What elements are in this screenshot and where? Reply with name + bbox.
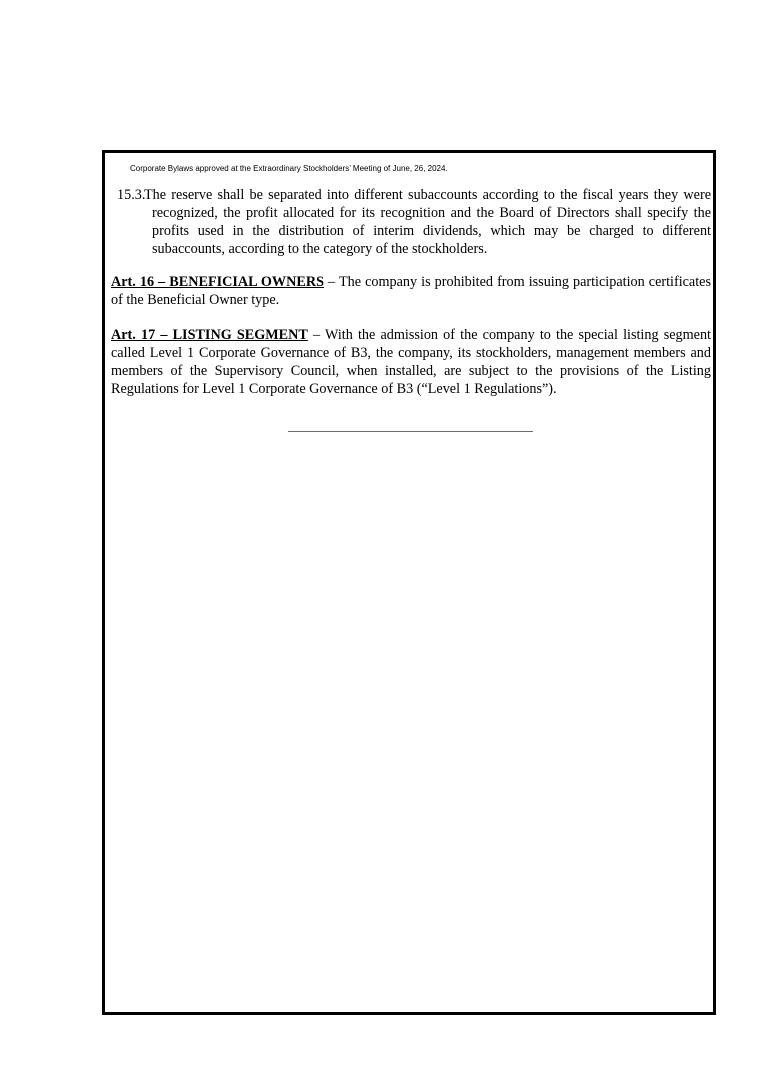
page-frame <box>102 150 716 1015</box>
clause-text: The reserve shall be separated into different subaccounts according to the fiscal years they were recognized, the profit allocated for its recognition and the Board of Directors shall specify the profits used in the distribution of interim dividends, which may be charged to different subaccounts, according to the category of the stockholders. <box>144 187 711 257</box>
article-16 <box>111 273 711 309</box>
article-16-title: Art. 16 – BENEFICIAL OWNERS <box>111 274 324 290</box>
header-note: Corporate Bylaws approved at the Extraordinary Stockholders’ Meeting of June, 26, 2024. <box>130 164 448 173</box>
clause-number: 15.3. <box>117 187 146 203</box>
article-17-text: – With the admission of the company to the special listing segment called Level 1 Corporate Governance of B3, the company, its stockholders, management members and members of the Supervisory Council, when installed, are subject to the provisions of the Listing Regulations for Level 1 Corporate Governance of B3 (“Level 1 Regulations”). <box>111 327 711 397</box>
article-17-title: Art. 17 – LISTING SEGMENT <box>111 327 308 343</box>
clause-15-3 <box>117 186 711 258</box>
end-divider <box>288 431 533 432</box>
article-17 <box>111 326 711 398</box>
article-16-text: – The company is prohibited from issuing participation certificates of the Beneficial Owner type. <box>111 274 711 308</box>
